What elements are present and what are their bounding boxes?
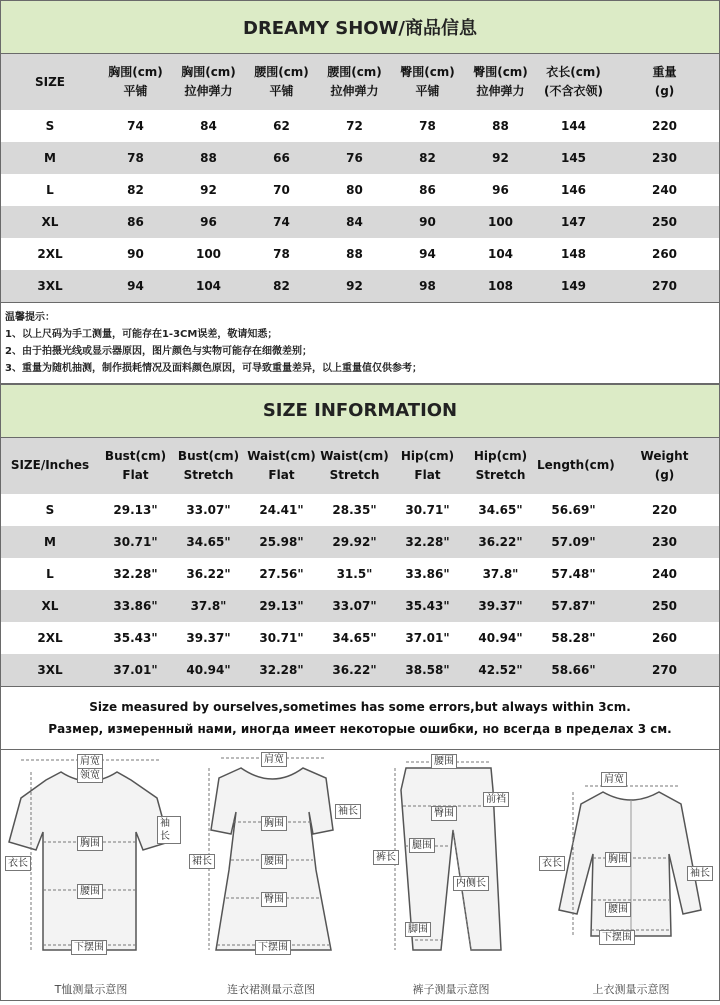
table-cell: 37.01" xyxy=(113,662,158,677)
table-cell: 29.92" xyxy=(332,534,377,549)
figure-caption: 裤子测量示意图 xyxy=(412,982,490,996)
tips-notice xyxy=(1,303,719,384)
table-header-row xyxy=(1,54,719,110)
table-cell: 88 xyxy=(200,151,217,165)
measurement-diagrams xyxy=(1,750,719,1005)
table-cell: 62 xyxy=(273,119,290,133)
table-cell: 35.43" xyxy=(405,598,450,613)
table-cell: 37.01" xyxy=(405,630,450,645)
table-cell: 32.28" xyxy=(113,566,158,581)
tips-line: 2、由于拍摄光线或显示器原因，图片颜色与实物可能存在细微差别； xyxy=(5,345,312,357)
header-cell: SIZE xyxy=(34,74,65,89)
table-cell: 34.65" xyxy=(186,534,231,549)
label-sleeve: 袖长 xyxy=(157,816,181,844)
size-cell: L xyxy=(46,566,54,581)
label-neck-width: 领宽 xyxy=(77,768,103,783)
header-cell: Bust(cm) Flat xyxy=(104,448,167,482)
label-length: 裙长 xyxy=(189,854,215,869)
table-cell: 220 xyxy=(651,119,678,133)
table-row xyxy=(1,494,719,526)
label-shoulder: 肩宽 xyxy=(601,772,627,787)
table-cell: 66 xyxy=(273,151,290,165)
header-cell: SIZE/Inches xyxy=(10,458,90,472)
label-hem: 下摆围 xyxy=(255,940,291,955)
label-sleeve: 袖长 xyxy=(335,804,361,819)
table-cell: 33.86" xyxy=(113,598,158,613)
label-bust: 胸围 xyxy=(77,836,103,851)
table-cell: 30.71" xyxy=(259,630,304,645)
header-cell: 衣长(cm) (不含衣领) xyxy=(544,65,603,98)
header-cell: Weight (g) xyxy=(640,448,689,482)
table-cell: 90 xyxy=(419,215,436,229)
size-cell: S xyxy=(45,502,55,517)
table-cell: 29.13" xyxy=(259,598,304,613)
label-bust: 胸围 xyxy=(605,852,631,867)
table-cell: 82 xyxy=(273,278,290,293)
table-cell: 94 xyxy=(127,278,144,293)
table-cell: 98 xyxy=(419,278,436,293)
table-cell: 27.56" xyxy=(259,566,304,581)
table-cell: 70 xyxy=(273,183,290,197)
table-cell: 36.22" xyxy=(186,566,231,581)
table-cell: 32.28" xyxy=(259,662,304,677)
label-waist: 腰围 xyxy=(605,902,631,917)
table-cell: 78 xyxy=(127,151,144,165)
label-hip: 臀围 xyxy=(431,806,457,821)
table-cell: 57.48" xyxy=(551,566,596,581)
label-shoulder: 肩宽 xyxy=(77,754,103,769)
table-cell: 76 xyxy=(346,151,363,165)
section-title-size-information: SIZE INFORMATION xyxy=(1,384,719,438)
table-cell: 270 xyxy=(651,278,678,293)
table-cell: 250 xyxy=(651,598,678,613)
table-cell: 74 xyxy=(127,119,144,133)
tips-line: 1、以上尺码为手工测量，可能存在1-3CM误差，敬请知悉； xyxy=(5,328,278,340)
header-cell: 胸围(cm) 拉伸弹力 xyxy=(181,65,236,98)
table-cell: 57.09" xyxy=(551,534,596,549)
size-cell: XL xyxy=(41,215,59,229)
table-cell: 144 xyxy=(560,119,587,133)
label-waist: 腰围 xyxy=(261,854,287,869)
table-cell: 38.58" xyxy=(405,662,450,677)
table-cell: 260 xyxy=(651,630,678,645)
table-cell: 35.43" xyxy=(113,630,158,645)
header-cell: Length(cm) xyxy=(537,458,615,472)
table-cell: 100 xyxy=(487,215,514,229)
shirt-diagram xyxy=(541,750,720,1005)
label-front-rise: 前裆 xyxy=(483,792,509,807)
table-cell: 86 xyxy=(419,183,436,197)
label-length: 衣长 xyxy=(5,856,31,871)
table-cell: 42.52" xyxy=(478,662,523,677)
table-row xyxy=(1,206,719,238)
table-cell: 34.65" xyxy=(478,502,523,517)
label-bust: 胸围 xyxy=(261,816,287,831)
table-cell: 29.13" xyxy=(113,502,158,517)
table-row xyxy=(1,654,719,686)
table-cell: 24.41" xyxy=(259,502,304,517)
table-cell: 25.98" xyxy=(259,534,304,549)
size-cell: 3XL xyxy=(37,278,63,293)
dress-illustration xyxy=(181,750,361,1005)
table-cell: 104 xyxy=(195,278,222,293)
table-cell: 33.07" xyxy=(332,598,377,613)
table-cell: 84 xyxy=(346,215,363,229)
table-row xyxy=(1,110,719,142)
table-cell: 36.22" xyxy=(332,662,377,677)
table-cell: 82 xyxy=(419,151,436,165)
label-hem: 下摆围 xyxy=(71,940,107,955)
table-cell: 88 xyxy=(492,119,509,133)
tips-line: 3、重量为随机抽测，制作损耗情况及面料颜色原因，可导致重量差异，以上重量值仅供参考； xyxy=(5,362,422,374)
table-cell: 146 xyxy=(560,183,587,197)
table-cell: 33.07" xyxy=(186,502,231,517)
table-cell: 148 xyxy=(560,247,587,261)
figure-caption: 上衣测量示意图 xyxy=(592,982,670,996)
table-cell: 30.71" xyxy=(113,534,158,549)
label-shoulder: 肩宽 xyxy=(261,752,287,767)
table-cell: 74 xyxy=(273,215,290,229)
table-cell: 31.5" xyxy=(336,566,373,581)
table-cell: 145 xyxy=(560,151,587,165)
table-cell: 108 xyxy=(487,278,514,293)
table-cell: 39.37" xyxy=(478,598,523,613)
label-hip: 臀围 xyxy=(261,892,287,907)
header-cell: Waist(cm) Flat xyxy=(247,448,316,482)
table-cell: 84 xyxy=(200,119,217,133)
label-waist: 腰围 xyxy=(431,754,457,769)
table-cell: 78 xyxy=(273,247,290,261)
table-cell: 40.94" xyxy=(478,630,523,645)
figure-caption: T恤测量示意图 xyxy=(54,982,128,996)
table-cell: 36.22" xyxy=(478,534,523,549)
header-cell: 腰围(cm) 拉伸弹力 xyxy=(327,65,382,98)
table-cell: 57.87" xyxy=(551,598,596,613)
table-cell: 94 xyxy=(419,247,436,261)
label-thigh: 腿围 xyxy=(409,838,435,853)
label-length: 裤长 xyxy=(373,850,399,865)
size-cell: L xyxy=(46,183,54,197)
size-cell: XL xyxy=(41,598,59,613)
dress-diagram xyxy=(181,750,361,1005)
note-russian: Размер, измеренный нами, иногда имеет некоторые ошибки, но всегда в пределах 3 см. xyxy=(48,721,672,736)
size-cell: 2XL xyxy=(37,630,63,645)
header-cell: Hip(cm) Flat xyxy=(400,448,455,482)
note-english: Size measured by ourselves,sometimes has some errors,but always within 3cm. xyxy=(89,699,631,714)
table-cell: 56.69" xyxy=(551,502,596,517)
table-cell: 96 xyxy=(492,183,509,197)
measurement-note xyxy=(1,686,719,750)
header-cell: 重量 (g) xyxy=(652,65,677,98)
table-cell: 96 xyxy=(200,215,217,229)
table-cell: 147 xyxy=(560,215,587,229)
table-cell: 104 xyxy=(487,247,514,261)
table-cell: 78 xyxy=(419,119,436,133)
table-cell: 100 xyxy=(195,247,222,261)
table-cell: 240 xyxy=(651,566,678,581)
table-cell: 92 xyxy=(200,183,217,197)
label-sleeve: 袖长 xyxy=(687,866,713,881)
table-cell: 80 xyxy=(346,183,363,197)
table-cell: 90 xyxy=(127,247,144,261)
size-table-cm xyxy=(1,54,719,303)
table-cell: 33.86" xyxy=(405,566,450,581)
figure-caption: 连衣裙测量示意图 xyxy=(227,982,315,996)
header-cell: 臀围(cm) 平铺 xyxy=(400,65,455,98)
table-cell: 250 xyxy=(651,215,678,229)
size-cell: 3XL xyxy=(37,662,63,677)
table-cell: 86 xyxy=(127,215,144,229)
table-cell: 149 xyxy=(560,278,587,293)
table-cell: 58.66" xyxy=(551,662,596,677)
table-row xyxy=(1,142,719,174)
pants-diagram xyxy=(361,750,541,1005)
table-cell: 220 xyxy=(651,502,678,517)
table-cell: 37.8" xyxy=(190,598,227,613)
table-cell: 58.28" xyxy=(551,630,596,645)
pants-illustration xyxy=(361,750,541,1005)
table-cell: 37.8" xyxy=(482,566,519,581)
table-header-row xyxy=(1,438,719,494)
label-waist: 腰围 xyxy=(77,884,103,899)
table-cell: 34.65" xyxy=(332,630,377,645)
table-row xyxy=(1,590,719,622)
label-length: 衣长 xyxy=(539,856,565,871)
header-cell: 臀围(cm) 拉伸弹力 xyxy=(473,65,528,98)
table-row xyxy=(1,270,719,302)
size-cell: M xyxy=(44,151,56,165)
table-row xyxy=(1,238,719,270)
label-inseam: 内侧长 xyxy=(453,876,489,891)
tshirt-illustration xyxy=(1,750,181,1005)
size-cell: S xyxy=(45,119,55,133)
table-row xyxy=(1,622,719,654)
table-cell: 72 xyxy=(346,119,363,133)
table-row xyxy=(1,526,719,558)
table-cell: 30.71" xyxy=(405,502,450,517)
table-row xyxy=(1,174,719,206)
header-cell: Hip(cm) Stretch xyxy=(473,448,528,482)
table-row xyxy=(1,558,719,590)
table-cell: 240 xyxy=(651,183,678,197)
header-cell: Bust(cm) Stretch xyxy=(177,448,240,482)
table-cell: 40.94" xyxy=(186,662,231,677)
table-cell: 230 xyxy=(651,534,678,549)
table-cell: 28.35" xyxy=(332,502,377,517)
header-cell: 腰围(cm) 平铺 xyxy=(254,65,309,98)
header-cell: 胸围(cm) 平铺 xyxy=(108,65,163,98)
table-cell: 230 xyxy=(651,151,678,165)
tshirt-diagram xyxy=(1,750,181,1005)
size-cell: 2XL xyxy=(37,247,63,261)
size-table-inches xyxy=(1,438,719,686)
table-cell: 92 xyxy=(346,278,363,293)
table-cell: 270 xyxy=(651,662,678,677)
label-foot: 脚围 xyxy=(405,922,431,937)
label-hem: 下摆围 xyxy=(599,930,635,945)
table-cell: 82 xyxy=(127,183,144,197)
section-title-product-info: DREAMY SHOW/商品信息 xyxy=(1,1,719,54)
table-cell: 39.37" xyxy=(186,630,231,645)
header-cell: Waist(cm) Stretch xyxy=(320,448,389,482)
table-cell: 260 xyxy=(651,247,678,261)
tips-heading: 温馨提示： xyxy=(5,311,55,323)
table-cell: 32.28" xyxy=(405,534,450,549)
table-cell: 92 xyxy=(492,151,509,165)
size-cell: M xyxy=(44,534,56,549)
table-cell: 88 xyxy=(346,247,363,261)
